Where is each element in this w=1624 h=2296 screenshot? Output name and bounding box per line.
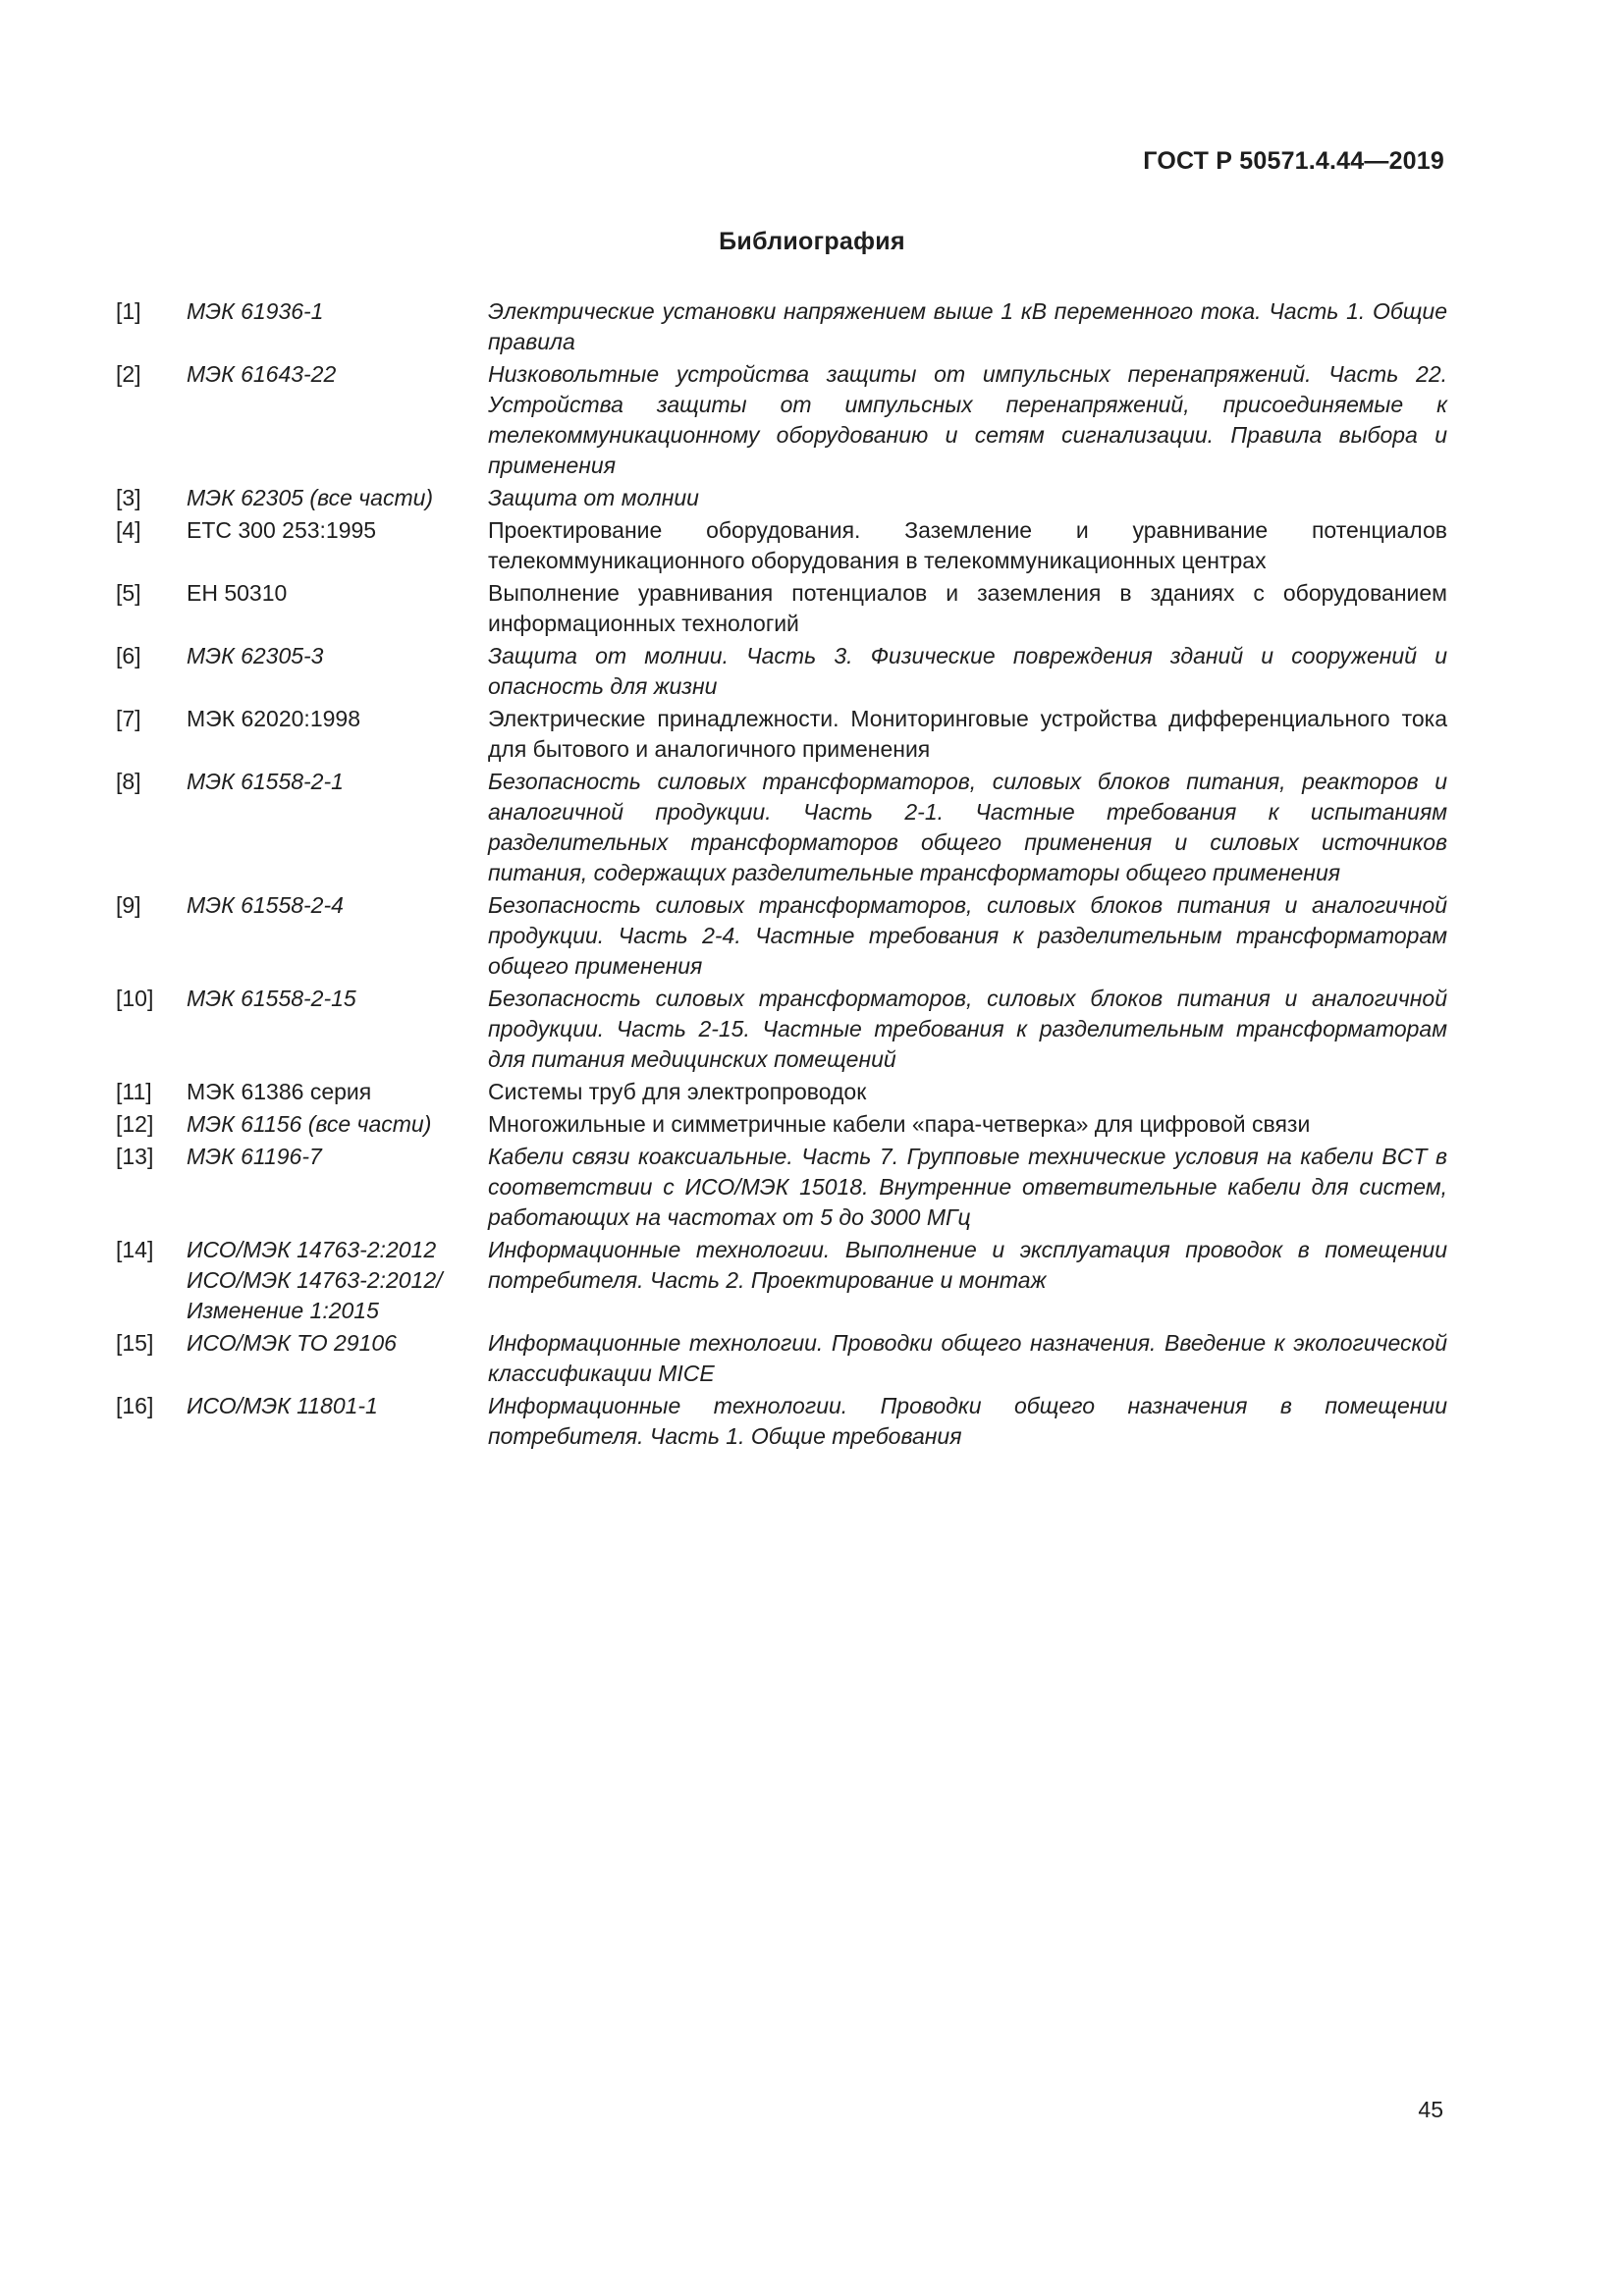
bibliography-entry: [116, 515, 1447, 576]
bibliography-entry: [116, 704, 1447, 765]
bibliography-entry: [116, 890, 1447, 982]
entry-title: Выполнение уравнивания потенциалов и заземления в зданиях с оборудованием информационных технологий: [488, 580, 1447, 636]
bibliography-entry: [116, 359, 1447, 481]
entry-title: Проектирование оборудования. Заземление и уравнивание потенциалов телекоммуникационного оборудования в телекоммуникационных центрах: [488, 517, 1447, 573]
entry-title: Системы труб для электропроводок: [488, 1079, 867, 1104]
entry-title: Безопасность силовых трансформаторов, силовых блоков питания и аналогичной продукции. Часть 2-15. Частные требования к разделительным трансформаторам для питания медицинских помещений: [488, 986, 1447, 1072]
entry-number: [1]: [116, 298, 141, 324]
bibliography-entry: [116, 296, 1447, 357]
entry-title: Защита от молнии: [488, 485, 699, 510]
entry-standard-code: МЭК 61558-2-1: [187, 769, 344, 794]
section-title: Библиография: [719, 228, 905, 255]
entry-standard-code: МЭК 61558-2-4: [187, 892, 344, 918]
bibliography-entry: [116, 984, 1447, 1075]
entry-title: Электрические установки напряжением выше 1 кВ переменного тока. Часть 1. Общие правила: [488, 298, 1447, 354]
bibliography-entry: [116, 1142, 1447, 1233]
bibliography-list: [116, 296, 1447, 1454]
entry-number: [12]: [116, 1111, 154, 1137]
entry-standard-code: МЭК 61558-2-15: [187, 986, 356, 1011]
entry-number: [3]: [116, 485, 141, 510]
entry-number: [7]: [116, 706, 141, 731]
bibliography-entry: [116, 641, 1447, 702]
entry-number: [15]: [116, 1330, 154, 1356]
entry-title: Кабели связи коаксиальные. Часть 7. Групповые технические условия на кабели BCT в соответствии с ИСО/МЭК 15018. Внутренние ответвительные кабели для систем, работающих на частотах от 5 до 3000 МГц: [488, 1144, 1447, 1230]
entry-standard-code: ИСО/МЭК 14763-2:2012 ИСО/МЭК 14763-2:2012/ Изменение 1:2015: [187, 1237, 443, 1323]
entry-title: Многожильные и симметричные кабели «пара-четверка» для цифровой связи: [488, 1111, 1311, 1137]
entry-title: Безопасность силовых трансформаторов, силовых блоков питания и аналогичной продукции. Часть 2-4. Частные требования к разделительным трансформаторам общего применения: [488, 892, 1447, 979]
entry-standard-code: ИСО/МЭК ТО 29106: [187, 1330, 397, 1356]
entry-standard-code: МЭК 61386 серия: [187, 1079, 372, 1104]
entry-number: [4]: [116, 517, 141, 543]
entry-number: [16]: [116, 1393, 154, 1418]
bibliography-entry: [116, 1077, 1447, 1107]
bibliography-entry: [116, 767, 1447, 888]
entry-standard-code: МЭК 62305 (все части): [187, 485, 434, 510]
entry-title: Информационные технологии. Проводки общего назначения. Введение к экологической классификации MICE: [488, 1330, 1447, 1386]
bibliography-entry: [116, 1235, 1447, 1326]
bibliography-entry: [116, 578, 1447, 639]
bibliography-entry: [116, 1328, 1447, 1389]
entry-number: [5]: [116, 580, 141, 606]
page-number: 45: [1418, 2097, 1443, 2122]
entry-number: [9]: [116, 892, 141, 918]
entry-standard-code: МЭК 61196-7: [187, 1144, 322, 1169]
entry-number: [14]: [116, 1237, 154, 1262]
bibliography-entry: [116, 1391, 1447, 1452]
entry-standard-code: МЭК 61156 (все части): [187, 1111, 432, 1137]
bibliography-entry: [116, 1109, 1447, 1140]
entry-title: Безопасность силовых трансформаторов, силовых блоков питания, реакторов и аналогичной продукции. Часть 2-1. Частные требования к испытаниям разделительных трансформаторов общего применения и силовых источников питания, содержащих разделительные трансформаторы общего применения: [488, 769, 1447, 885]
entry-standard-code: ЕН 50310: [187, 580, 288, 606]
document-code-header: ГОСТ Р 50571.4.44—2019: [1143, 147, 1444, 175]
entry-standard-code: МЭК 61936-1: [187, 298, 324, 324]
entry-title: Защита от молнии. Часть 3. Физические повреждения зданий и сооружений и опасность для жизни: [488, 643, 1447, 699]
entry-number: [11]: [116, 1079, 152, 1104]
entry-number: [10]: [116, 986, 154, 1011]
entry-standard-code: МЭК 62020:1998: [187, 706, 360, 731]
entry-number: [8]: [116, 769, 141, 794]
entry-title: Электрические принадлежности. Мониторинговые устройства дифференциального тока для бытового и аналогичного применения: [488, 706, 1447, 762]
entry-standard-code: МЭК 61643-22: [187, 361, 337, 387]
entry-title: Низковольтные устройства защиты от импульсных перенапряжений. Часть 22. Устройства защиты от импульсных перенапряжений, присоединяемые к телекоммуникационному оборудованию и сетям сигнализации. Правила выбора и применения: [488, 361, 1447, 478]
entry-standard-code: ЕТС 300 253:1995: [187, 517, 377, 543]
entry-number: [13]: [116, 1144, 154, 1169]
bibliography-entry: [116, 483, 1447, 513]
entry-number: [6]: [116, 643, 141, 668]
entry-number: [2]: [116, 361, 141, 387]
entry-standard-code: ИСО/МЭК 11801-1: [187, 1393, 378, 1418]
entry-title: Информационные технологии. Выполнение и эксплуатация проводок в помещении потребителя. Часть 2. Проектирование и монтаж: [488, 1237, 1447, 1293]
entry-standard-code: МЭК 62305-3: [187, 643, 324, 668]
entry-title: Информационные технологии. Проводки общего назначения в помещении потребителя. Часть 1. Общие требования: [488, 1393, 1447, 1449]
